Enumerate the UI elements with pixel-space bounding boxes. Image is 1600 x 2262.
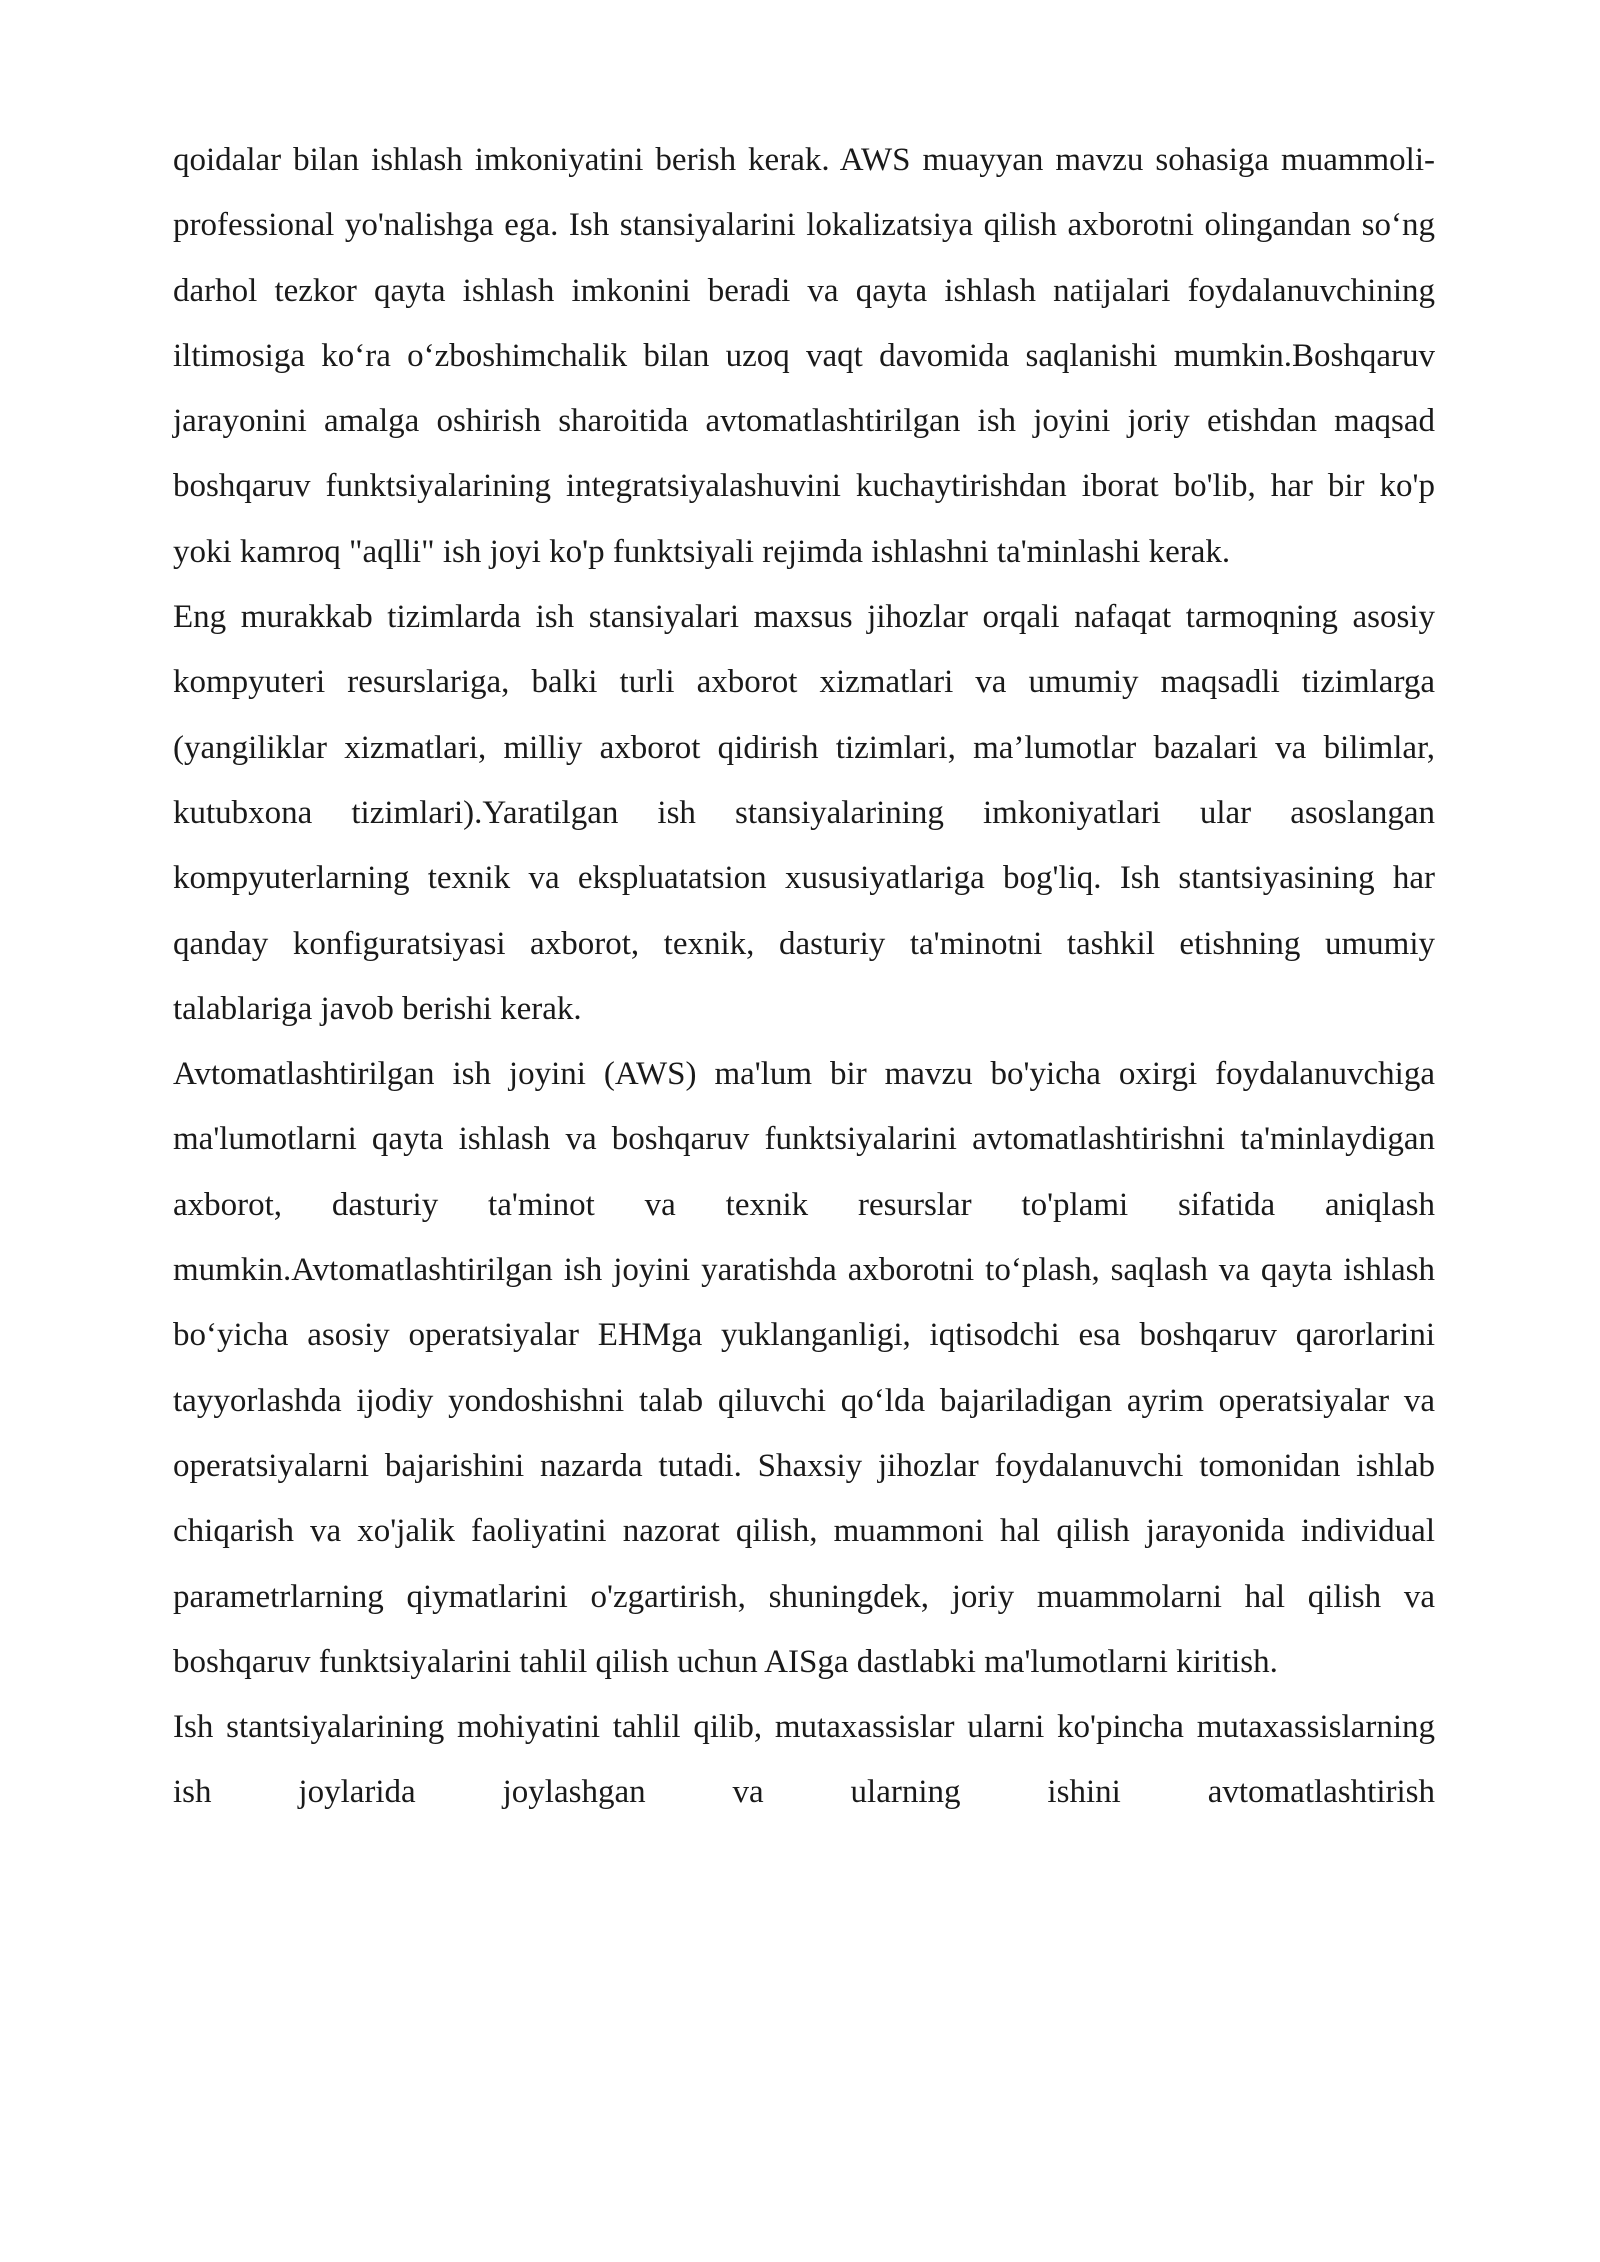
paragraph: Avtomatlashtirilgan ish joyini (AWS) ma'lum bir mavzu bo'yicha oxirgi foydalanuvchiga ma'lumotlarni qayta ishlash va boshqaruv funktsiyalarini avtomatlashtirishni ta'minlaydigan axborot, dasturiy ta'minot va texnik resurslar to'plami sifatida aniqlash mumkin.Avtomatlashtirilgan ish joyini yaratishda axborotni to‘plash, saqlash va qayta ishlash bo‘yicha asosiy operatsiyalar EHMga yuklanganligi, iqtisodchi esa boshqaruv qarorlarini tayyorlashda ijodiy yondoshishni talab qiluvchi qo‘lda bajariladigan ayrim operatsiyalar va operatsiyalarni bajarishini nazarda tutadi. Shaxsiy jihozlar foydalanuvchi tomonidan ishlab chiqarish va xo'jalik faoliyatini nazorat qilish, muammoni hal qilish jarayonida individual parametrlarning qiymatlarini o'zgartirish, shuningdek, joriy muammolarni hal qilish va boshqaruv funktsiyalarini tahlil qilish uchun AISga dastlabki ma'lumotlarni kiritish. — [173, 1056, 1435, 1680]
paragraph: Eng murakkab tizimlarda ish stansiyalari maxsus jihozlar orqali nafaqat tarmoqning asosiy kompyuteri resurslariga, balki turli axborot xizmatlari va umumiy maqsadli tizimlarga (yangiliklar xizmatlari, milliy axborot qidirish tizimlari, ma’lumotlar bazalari va bilimlar, kutubxona tizimlari).Yaratilgan ish stansiyalarining imkoniyatlari ular asoslangan kompyuterlarning texnik va ekspluatatsion xususiyatlariga bog'liq. Ish stantsiyasining har qanday konfiguratsiyasi axborot, texnik, dasturiy ta'minotni tashkil etishning umumiy talablariga javob berishi kerak. — [173, 599, 1435, 1027]
document-body — [173, 128, 1435, 1826]
paragraph: Ish stantsiyalarining mohiyatini tahlil qilib, mutaxassislar ularni ko'pincha mutaxassislarning ish joylarida joylashgan va ularning ishini avtomatlashtirish — [173, 1709, 1435, 1811]
paragraph: qoidalar bilan ishlash imkoniyatini berish kerak. AWS muayyan mavzu sohasiga muammoli-professional yo'nalishga ega. Ish stansiyalarini lokalizatsiya qilish axborotni olingandan so‘ng darhol tezkor qayta ishlash imkonini beradi va qayta ishlash natijalari foydalanuvchining iltimosiga ko‘ra o‘zboshimchalik bilan uzoq vaqt davomida saqlanishi mumkin.Boshqaruv jarayonini amalga oshirish sharoitida avtomatlashtirilgan ish joyini joriy etishdan maqsad boshqaruv funktsiyalarining integratsiyalashuvini kuchaytirishdan iborat bo'lib, har bir ko'p yoki kamroq "aqlli" ish joyi ko'p funktsiyali rejimda ishlashni ta'minlashi kerak. — [173, 142, 1435, 570]
